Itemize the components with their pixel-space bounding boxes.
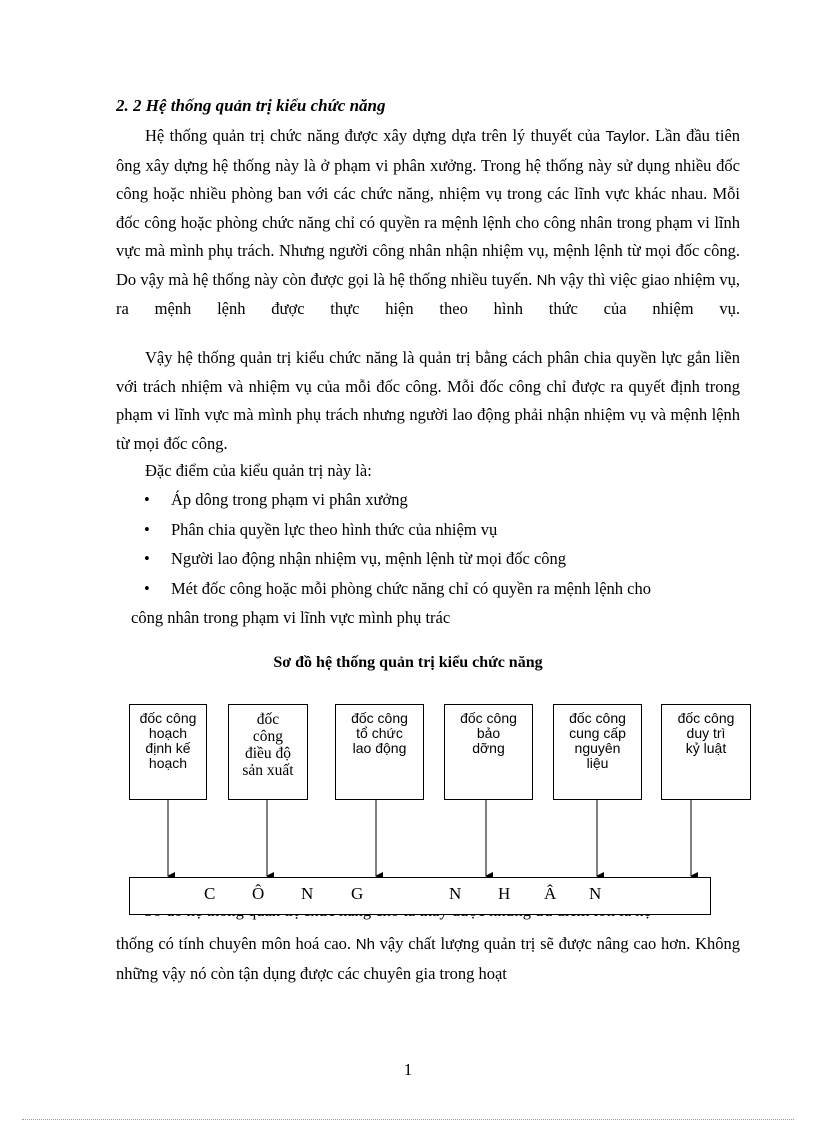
list-item-text: Áp dông trong phạm vi phân xưởng xyxy=(171,490,408,509)
paragraph-conclusion xyxy=(116,930,740,988)
list-item xyxy=(116,544,740,574)
list-item xyxy=(116,574,740,633)
list-item-text: Mét đốc công hoặc mỗi phòng chức năng chỉ có quyền ra mệnh lệnh cho xyxy=(171,578,651,598)
bullet-icon: • xyxy=(144,549,150,568)
workers-letter: C xyxy=(204,884,216,903)
paragraph-intro-part-a: Hệ thống quản trị chức năng được xây dựng dựa trên lý thuyết của xyxy=(145,126,606,145)
workers-letter: N xyxy=(301,884,314,903)
paragraph-features-intro: Đặc điểm của kiểu quản trị này là: xyxy=(145,461,372,480)
footer-divider xyxy=(22,1119,794,1120)
paragraph-conclusion-part-b: vậy chất lượng quản trị sẽ được nâng cao hơn. Không những vậy nó còn tận dụng được các chuyên gia trong hoạt xyxy=(116,934,740,983)
diagram-box-planning: đốc công hoạch định kế hoạch xyxy=(129,704,207,800)
nh-word-2: Nh xyxy=(355,936,375,953)
diagram-box-labor: đốc công tổ chức lao động xyxy=(335,704,424,800)
workers-letter: N xyxy=(589,884,602,903)
paragraph-intro-part-c: vậy thì việc giao nhiệm vụ, ra mệnh lệnh được thực hiện theo hình thức của nhiệm vụ. xyxy=(116,269,740,318)
workers-letter: Ô xyxy=(252,884,265,903)
list-item xyxy=(116,515,740,545)
bullet-icon: • xyxy=(144,519,150,539)
diagram-box-scheduling: đốc công điều độ sản xuất xyxy=(228,704,308,800)
bullet-icon: • xyxy=(144,490,150,509)
list-item-text: Người lao động nhận nhiệm vụ, mệnh lệnh từ mọi đốc công xyxy=(171,549,567,568)
diagram-box-maintenance: đốc công bảo dỡng xyxy=(444,704,533,800)
workers-letter: H xyxy=(498,884,511,903)
list-item xyxy=(116,485,740,515)
paragraph-intro-part-b: . Lần đầu tiên ông xây dựng hệ thống này là ở phạm vi phân xưởng. Trong hệ thống này sử dụng nhiều đốc công hoặc nhiều phòng ban với các chức năng, nhiệm vụ trong các lĩnh vực khác nhau. Mỗi đốc công hoặc phòng chức năng chỉ có quyền ra mệnh lệnh cho công nhân trong phạm vi lĩnh vực mà mình phụ trách. Nhưng người công nhân nhận nhiệm vụ, mệnh lệnh từ mọi đốc công. Do vậy mà hệ thống này còn được gọi là hệ thống nhiều tuyến. xyxy=(116,126,741,289)
diagram-title: Sơ đồ hệ thống quản trị kiểu chức năng xyxy=(273,654,543,671)
bullet-icon: • xyxy=(144,578,150,598)
list-item-continuation: công nhân trong phạm vi lĩnh vực mình phụ trác xyxy=(131,608,451,627)
diagram-box-discipline: đốc công duy trì kỷ luật xyxy=(661,704,751,800)
section-heading: 2. 2 Hệ thống quản trị kiểu chức năng xyxy=(116,96,386,115)
taylor-word: Taylor xyxy=(605,128,646,145)
diagram-box-supply: đốc công cung cấp nguyên liệu xyxy=(553,704,642,800)
workers-letter: Â xyxy=(544,884,557,903)
workers-letter: N xyxy=(449,884,462,903)
page-number: 1 xyxy=(403,1060,413,1079)
paragraph-definition: Vậy hệ thống quản trị kiểu chức năng là quản trị bằng cách phân chia quyền lực gắn liền với trách nhiệm và nhiệm vụ của mỗi đốc công. Mỗi đốc công chỉ được ra quyết định trong phạm vi lĩnh vực mà mình phụ trách nhưng người lao động phải nhận nhiệm vụ và mệnh lệnh từ mọi đốc công. xyxy=(116,348,740,453)
diagram-box-workers xyxy=(129,877,711,915)
paragraph-intro xyxy=(116,122,740,324)
list-item-text: Phân chia quyền lực theo hình thức của nhiệm vụ xyxy=(171,519,498,539)
feature-list xyxy=(116,485,740,633)
workers-label xyxy=(130,884,710,908)
paragraph-conclusion-part-a: thống có tính chuyên môn hoá cao. xyxy=(116,934,356,953)
workers-letter: G xyxy=(351,884,364,903)
nh-word: Nh xyxy=(536,271,556,289)
